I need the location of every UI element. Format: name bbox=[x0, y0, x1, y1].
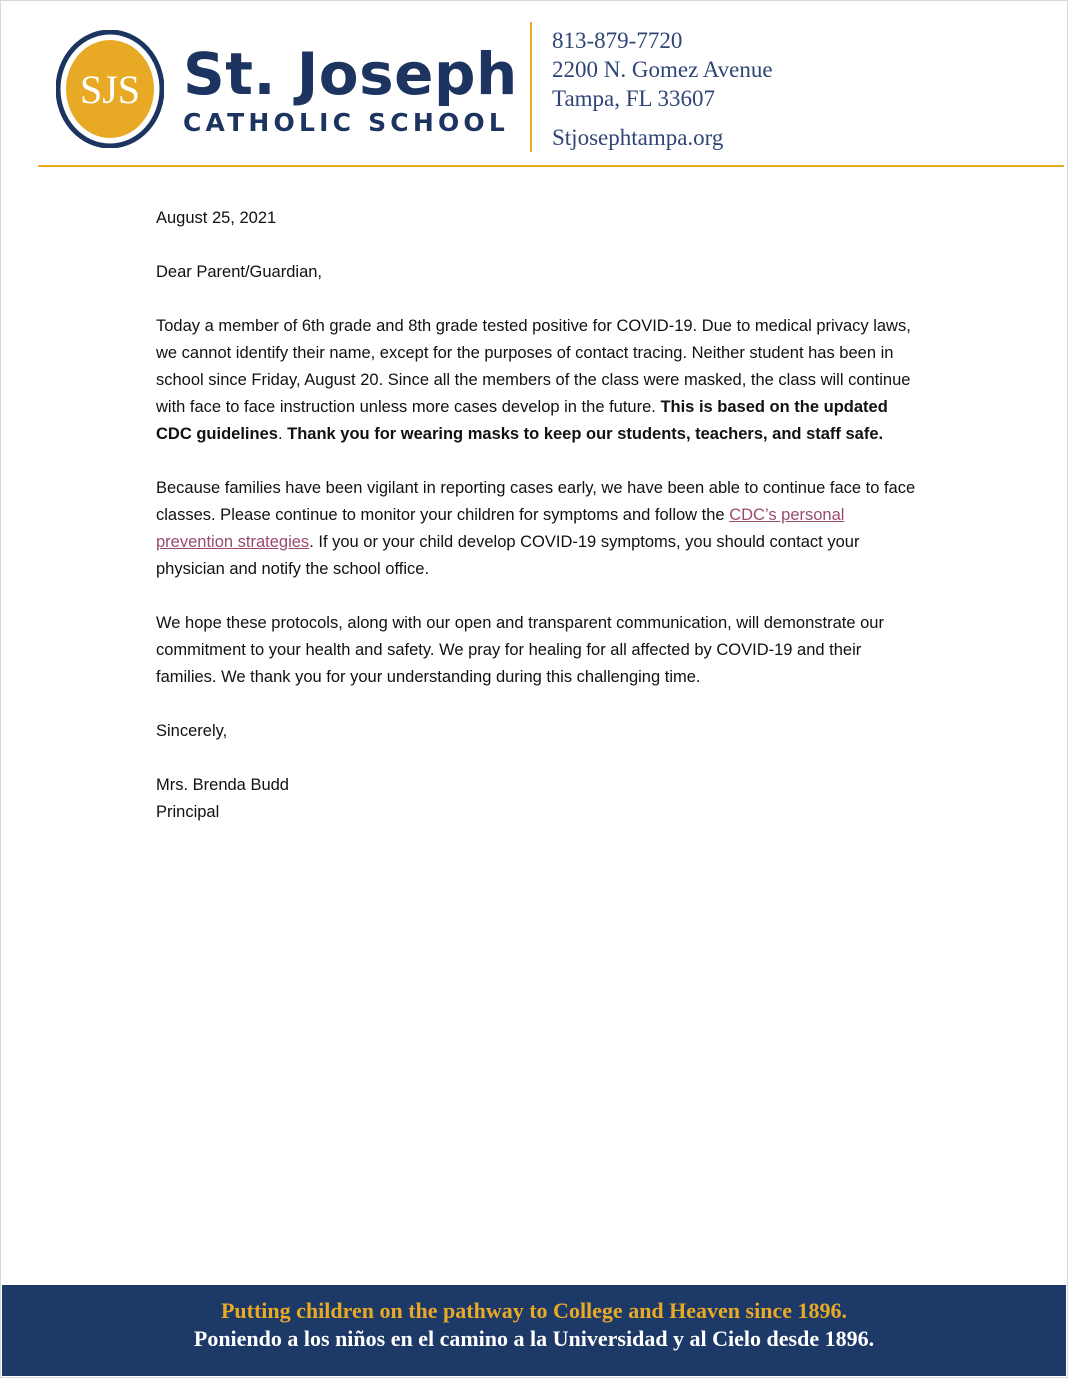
signer-name: Mrs. Brenda Budd bbox=[156, 776, 289, 794]
letter-body bbox=[156, 205, 916, 826]
paragraph-1-bold-2: Thank you for wearing masks to keep our students, teachers, and staff safe. bbox=[287, 425, 884, 443]
letter-date: August 25, 2021 bbox=[156, 209, 277, 227]
phone-number: 813-879-7720 bbox=[552, 28, 683, 53]
cdc-strategies-link[interactable]: CDC’s personal prevention strategies bbox=[156, 506, 845, 551]
paragraph-1-separator: . bbox=[277, 425, 288, 443]
signer-title: Principal bbox=[156, 803, 220, 821]
header-divider bbox=[530, 22, 532, 152]
website: Stjosephtampa.org bbox=[552, 125, 724, 150]
paragraph-2 bbox=[156, 475, 916, 583]
school-subtitle: CATHOLIC SCHOOL bbox=[183, 108, 509, 137]
address-line-1: 2200 N. Gomez Avenue bbox=[552, 57, 773, 82]
letter-closing: Sincerely, bbox=[156, 722, 228, 740]
footer-banner bbox=[2, 1285, 1066, 1376]
footer-motto-english: Putting children on the pathway to College and Heaven since 1896. bbox=[220, 1298, 847, 1323]
address-line-2: Tampa, FL 33607 bbox=[552, 86, 715, 111]
school-logo bbox=[56, 30, 164, 148]
header-rule bbox=[38, 165, 1064, 167]
footer-motto-spanish: Poniendo a los niños en el camino a la Universidad y al Cielo desde 1896. bbox=[193, 1326, 875, 1351]
paragraph-1 bbox=[156, 313, 916, 448]
paragraph-1-text: Today a member of 6th grade and 8th grade tested positive for COVID-19. Due to medical privacy laws, we cannot identify their name, except for the purposes of contact tracing. Neither student has been in school since Friday, August 20. Since all the members of the class were masked, the class will continue with face to face instruction unless more cases develop in the future. bbox=[156, 317, 911, 416]
paragraph-3: We hope these protocols, along with our open and transparent communication, will demonstrate our commitment to your health and safety. We pray for healing for all affected by COVID-19 and their families. We thank you for your understanding during this challenging time. bbox=[156, 614, 884, 686]
paragraph-1-bold-1: This is based on the updated CDC guidelines bbox=[156, 398, 888, 443]
letter-salutation: Dear Parent/Guardian, bbox=[156, 263, 323, 281]
contact-block bbox=[552, 26, 773, 152]
school-name: St. Joseph bbox=[183, 40, 518, 108]
paragraph-2-text: Because families have been vigilant in reporting cases early, we have been able to continue face to face classes. Please continue to monitor your children for symptoms and follow the bbox=[156, 479, 916, 524]
logo-monogram: SJS bbox=[79, 67, 141, 112]
paragraph-2-rest: . If you or your child develop COVID-19 symptoms, you should contact your physician and notify the school office. bbox=[156, 533, 860, 578]
